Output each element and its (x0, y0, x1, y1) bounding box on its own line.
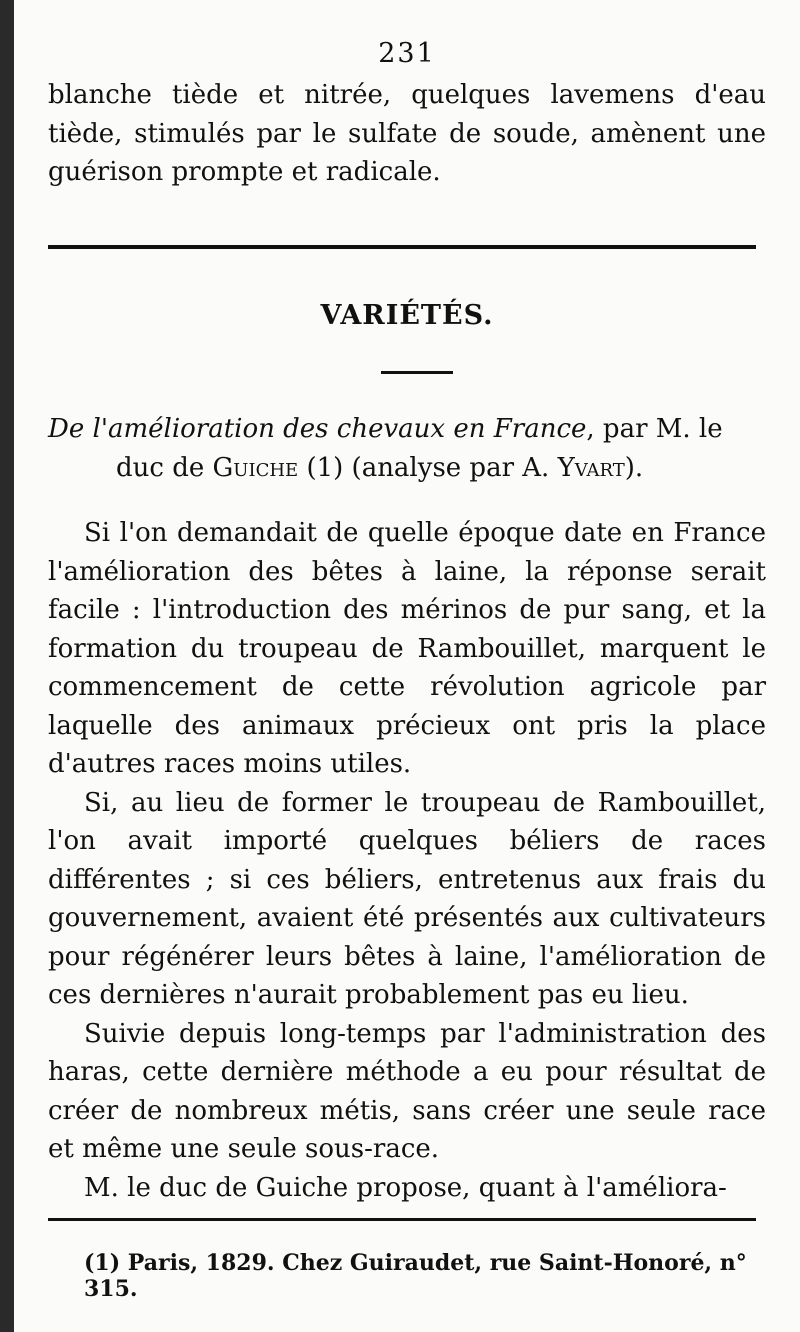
page-number: 231 (378, 38, 436, 69)
section-heading: VARIÉTÉS. (320, 300, 494, 331)
body-paragraph: M. le duc de Guiche propose, quant à l'améliora- (84, 1172, 727, 1203)
article-title-italic: De l'amélioration des chevaux en France (48, 414, 587, 444)
article-title (48, 410, 766, 487)
author-prefix: duc de (116, 452, 213, 483)
footnote-divider (48, 1218, 756, 1221)
section-divider (48, 245, 756, 249)
footnote: (1) Paris, 1829. Chez Guiraudet, rue Saint-Honoré, n° 315. (84, 1250, 747, 1302)
analyst-name: Yvart (557, 452, 625, 483)
note-reference: (1) (analyse par A. (298, 452, 558, 483)
body-paragraph: Si, au lieu de former le troupeau de Rambouillet, l'on avait importé quelques béliers de races différentes ; si ces béliers, entretenus aux frais du gouvernement, avaient été présentés aux cultivateurs pour régénérer leurs bêtes à laine, l'amélioration de ces dernières n'aurait probablement pas eu lieu. (48, 787, 766, 1010)
article-title-by: , par M. le (586, 414, 723, 444)
title-close: ). (624, 452, 644, 483)
article-title-line-2 (48, 449, 766, 488)
paragraph-text: blanche tiède et nitrée, quelques lavemens d'eau tiède, stimulés par le sulfate de soude, amènent une guérison prompte et radicale. (48, 80, 766, 187)
article-body (48, 514, 766, 1207)
article-title-line-1 (48, 410, 766, 449)
author-name: Guiche (212, 452, 299, 483)
body-paragraph: Suivie depuis long-temps par l'administration des haras, cette dernière méthode a eu pour résultat de créer de nombreux métis, sans créer une seule race et même une seule sous-race. (48, 1018, 766, 1164)
opening-paragraph (48, 76, 766, 192)
body-paragraph: Si l'on demandait de quelle époque date en France l'amélioration des bêtes à laine, la réponse serait facile : l'introduction des mérinos de pur sang, et la formation du troupeau de Rambouillet, marquent le commencement de cette révolution agricole par laquelle des animaux précieux ont pris la place d'autres races moins utiles. (48, 518, 766, 779)
heading-underline (381, 371, 453, 374)
